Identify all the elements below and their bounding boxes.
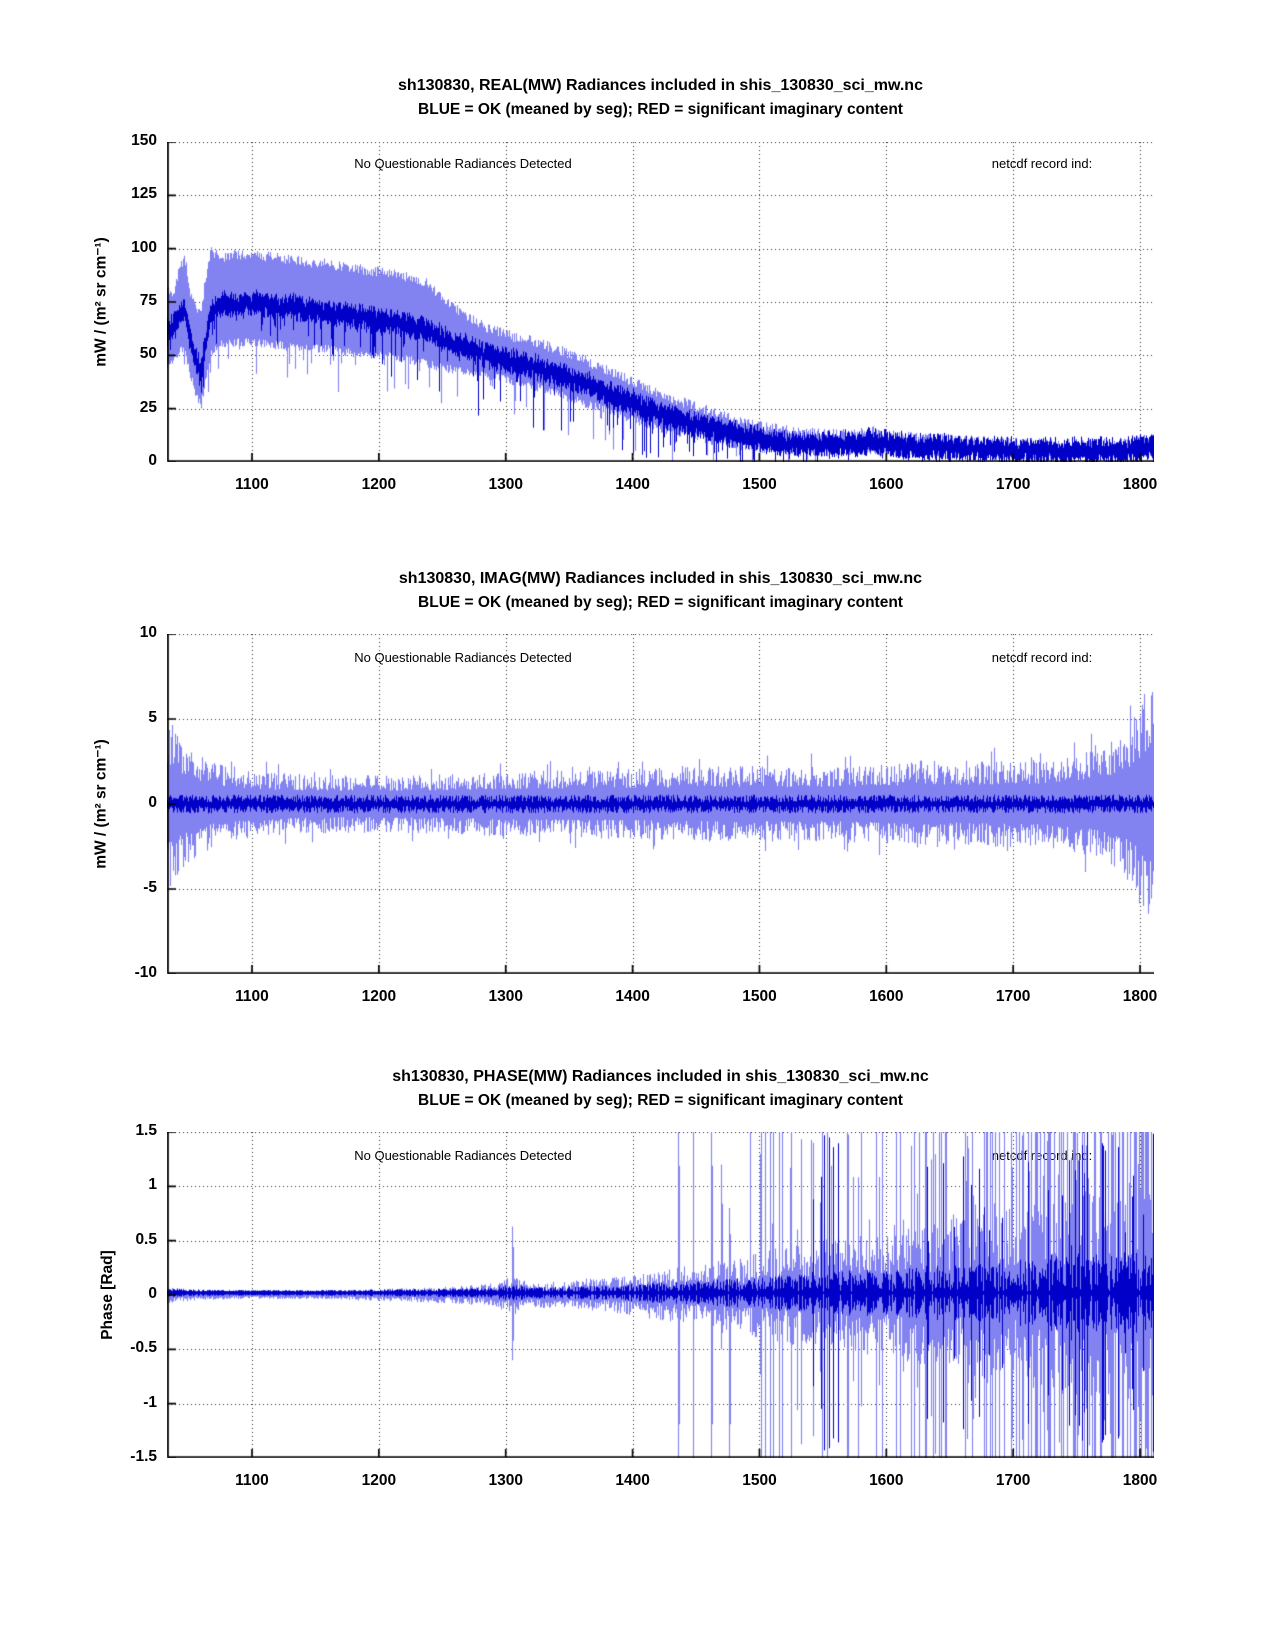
y-tick-label: 0 [148,1285,157,1302]
y-tick-label: 150 [131,132,157,149]
x-tick-label: 1600 [869,476,904,493]
phase-y-axis-label: Phase [Rad] [99,1250,116,1340]
y-tick-label: 1 [148,1176,157,1194]
y-tick-label: 0 [148,452,157,469]
y-tick-label: -1.5 [130,1448,157,1465]
x-tick-label: 1800 [1122,1472,1158,1489]
x-tick-label: 1300 [488,988,523,1005]
phase-panel-title: sh130830, PHASE(MW) Radiances included in shis_130830_sci_mw.nc [392,1068,929,1085]
x-tick-label: 1700 [995,476,1031,493]
imag-y-axis-label: mW / (m² sr cm⁻¹) [92,739,110,869]
x-tick-label: 1400 [615,988,650,1005]
phase-plot-canvas [167,1132,1154,1458]
y-tick-label: 125 [131,185,157,203]
x-tick-label: 1300 [488,476,523,493]
y-tick-label: -0.5 [130,1339,157,1357]
real-panel-title: sh130830, REAL(MW) Radiances included in shis_130830_sci_mw.nc [398,77,923,94]
x-tick-label: 1300 [488,1472,523,1489]
y-tick-label: 0.5 [135,1230,157,1248]
x-tick-label: 1200 [361,1472,397,1489]
x-tick-label: 1700 [995,1472,1031,1489]
x-tick-label: 1600 [869,988,904,1005]
x-tick-label: 1600 [869,1472,904,1489]
real-plot-canvas [167,142,1154,462]
y-tick-label: 10 [139,624,157,641]
x-tick-label: 1200 [361,476,397,493]
y-tick-label: 50 [139,345,157,363]
y-tick-label: 5 [148,709,157,726]
phase-panel-subtitle: BLUE = OK (meaned by seg); RED = significant imaginary content [418,1092,903,1109]
real-y-axis-label: mW / (m² sr cm⁻¹) [92,237,110,367]
x-tick-label: 1200 [361,988,397,1005]
y-tick-label: -10 [134,964,157,981]
y-tick-label: -1 [143,1393,157,1411]
x-tick-label: 1100 [235,988,269,1005]
x-tick-label: 1500 [742,1472,777,1489]
y-tick-label: 0 [148,794,157,811]
x-tick-label: 1800 [1122,476,1158,493]
y-tick-label: 75 [139,292,157,309]
x-tick-label: 1700 [995,988,1031,1005]
y-tick-label: 100 [131,238,157,256]
imag-plot-canvas [167,634,1154,974]
x-tick-label: 1100 [235,1472,269,1489]
x-tick-label: 1500 [742,988,777,1005]
x-tick-label: 1800 [1122,988,1158,1005]
imag-panel-title: sh130830, IMAG(MW) Radiances included in shis_130830_sci_mw.nc [398,570,923,587]
real-panel-subtitle: BLUE = OK (meaned by seg); RED = significant imaginary content [418,101,903,118]
x-tick-label: 1500 [742,476,777,493]
x-tick-label: 1400 [615,1472,650,1489]
x-tick-label: 1100 [235,476,269,493]
y-tick-label: 25 [139,398,157,416]
x-tick-label: 1400 [615,476,650,493]
y-tick-label: -5 [143,879,157,896]
y-tick-label: 1.5 [135,1122,157,1139]
imag-panel-subtitle: BLUE = OK (meaned by seg); RED = significant imaginary content [418,594,903,611]
